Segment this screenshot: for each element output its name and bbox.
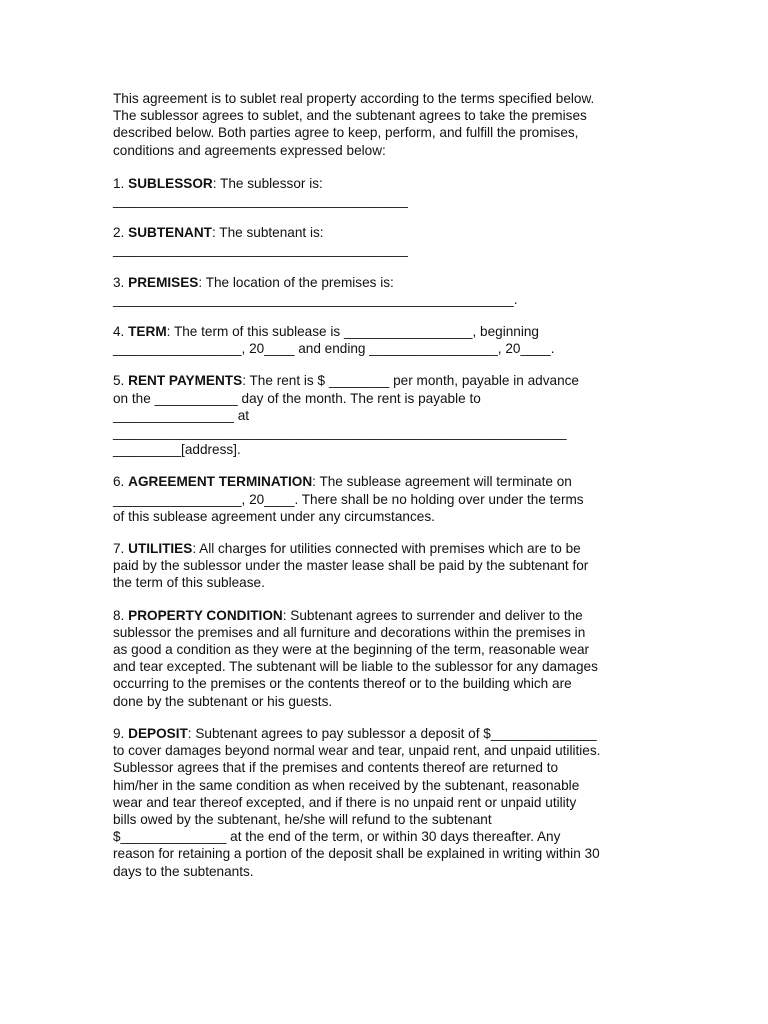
section-body: : Subtenant agrees to pay sublessor a deposit of $______________ to cover damages beyond normal wear and tear, unpaid rent, and unpaid utilities. Sublessor agrees that if the premises and contents thereof are returned to him/her in the same condition as when received by the subtenant, reasonable wear and tear thereof excepted, and if there is no unpaid rent or unpaid utility bills owed by the subtenant, he/she will refund to the subtenant $______________ at the end of the term, or within 30 days thereafter. Any reason for retaining a portion of the deposit shall be explained in writing within 30 days to the subtenants. xyxy=(113,725,601,879)
section-number: 6. xyxy=(113,474,125,490)
section-body: : The term of this sublease is _________________, beginning _________________, 20____ and ending _________________, 20____. xyxy=(113,324,555,357)
section-number: 8. xyxy=(113,607,125,623)
section-number: 1. xyxy=(113,175,125,191)
section-subtenant xyxy=(113,224,673,258)
section-premises xyxy=(113,274,673,308)
section-number: 4. xyxy=(113,324,125,340)
section-heading: PREMISES xyxy=(128,274,199,290)
section-heading: RENT PAYMENTS xyxy=(128,373,243,389)
section-heading: SUBTENANT xyxy=(128,225,212,241)
section-body: : The rent is $ ________ per month, payable in advance on the ___________ day of the month. The rent is payable to ________________ at ____________________________________________________________ _________[address]. xyxy=(113,373,579,458)
section-heading: TERM xyxy=(128,324,167,340)
section-rent-payments xyxy=(113,372,673,458)
section-utilities xyxy=(113,540,673,592)
section-term xyxy=(113,323,673,357)
section-body: : The location of the premises is: _____________________________________________________. xyxy=(113,274,518,307)
section-number: 2. xyxy=(113,225,125,241)
section-body: : Subtenant agrees to surrender and deliver to the sublessor the premises and all furniture and decorations within the premises in as good a condition as they were at the beginning of the term, reasonable wear and tear excepted. The subtenant will be liable to the sublessor for any damages occurring to the premises or the contents thereof or to the building which are done by the subtenant or his guests. xyxy=(113,607,598,709)
section-property-condition xyxy=(113,607,673,710)
section-number: 3. xyxy=(113,274,125,290)
section-body: : The sublessor is: _______________________________________ xyxy=(113,175,408,209)
section-sublessor xyxy=(113,175,673,209)
section-body: : The subtenant is: _______________________________________ xyxy=(113,225,408,258)
section-heading: UTILITIES xyxy=(128,541,193,557)
section-body: : All charges for utilities connected with premises which are to be paid by the sublessor under the master lease shall be paid by the subtenant for the term of this sublease. xyxy=(113,541,589,591)
section-heading: DEPOSIT xyxy=(128,725,188,741)
section-heading: PROPERTY CONDITION xyxy=(128,607,283,623)
section-agreement-termination xyxy=(113,473,673,525)
section-number: 5. xyxy=(113,373,125,389)
section-heading: AGREEMENT TERMINATION xyxy=(128,474,313,490)
sublease-document xyxy=(113,90,673,895)
section-deposit xyxy=(113,725,673,880)
section-number: 7. xyxy=(113,541,125,557)
section-number: 9. xyxy=(113,725,125,741)
section-heading: SUBLESSOR xyxy=(128,175,213,191)
intro-paragraph: This agreement is to sublet real property according to the terms specified below. The sublessor agrees to sublet, and the subtenant agrees to take the premises described below. Both parties agree to keep, perform, and fulfill the promises, conditions and agreements expressed below: xyxy=(113,91,595,158)
section-body: : The sublease agreement will terminate on _________________, 20____. There shall be no holding over under the terms of this sublease agreement under any circumstances. xyxy=(113,474,584,524)
